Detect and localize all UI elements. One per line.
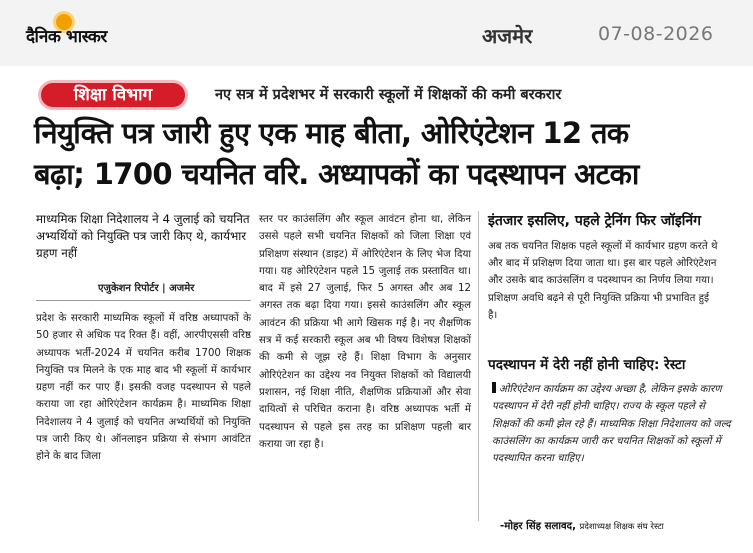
byline: एजुकेशन रिपोर्टर | अजमेर	[98, 283, 195, 294]
headline-line-1: नियुक्ति पत्र जारी हुए एक माह बीता, ओरिएंटेशन 12 तक	[34, 116, 629, 150]
headline	[34, 113, 744, 195]
quote-text: ओरिएंटेशन कार्यक्रम का उद्देश्य अच्छा है, लेकिन इसके कारण पदस्थापन में देरी नहीं होनी चाहिए। राज्य के स्कूल पहले से शिक्षकों की कमी झेल रहे हैं। माध्यमिक शिक्षा निदेशालय को जल्द काउंसलिंग का कार्यक्रम जारी कर चयनित शिक्षकों को स्कूलों में पदस्थापित करना चाहिए।	[492, 384, 731, 465]
section-tag: शिक्षा विभाग	[38, 80, 188, 110]
quote-marker-icon	[492, 382, 496, 393]
attribution-role: प्रदेशाध्यक्ष शिक्षक संघ रेस्टा	[579, 522, 664, 532]
sidebar-heading-2: पदस्थापन में देरी नहीं होनी चाहिए: रेस्टा	[488, 357, 686, 373]
quote-block	[492, 381, 732, 467]
edition-city: अजमेर	[482, 24, 533, 48]
sidebar-paragraph: अब तक चयनित शिक्षक पहले स्कूलों में कार्यभार ग्रहण करते थे और बाद में प्रशिक्षण दिया जाता था। इस बार पहले ओरिएंटेशन और उसके बाद काउंसलिंग व पदस्थापन का निर्णय लिया गया। प्रशिक्षण अवधि बढ़ने से पूरी नियुक्ति प्रक्रिया भी प्रभावित हुई है।	[488, 241, 718, 321]
body-column-2: स्तर पर काउंसलिंग और स्कूल आवंटन होना था, लेकिन उससे पहले सभी चयनित शिक्षकों को जिला शिक्षा एवं प्रशिक्षण संस्थान (डाइट) में ओरिएंटेशन के लिए भेज दिया गया। यह ओरिएंटेशन पहले 15 जुलाई तक प्रस्तावित था। बाद में इसे 27 जुलाई, फिर 5 अगस्त और अब 12 अगस्त तक बढ़ा दिया गया। इससे काउंसलिंग और स्कूल आवंटन की प्रक्रिया भी आगे खिसक गई है। नए शैक्षणिक सत्र में कई सरकारी स्कूल अब भी विषय विशेषज्ञ शिक्षकों की कमी से जूझ रहे हैं। शिक्षा विभाग के अनुसार ओरिएंटेशन का उद्देश्य नव नियुक्त शिक्षकों को विद्यालयी प्रशासन, नई शिक्षा नीति, शैक्षणिक प्रक्रियाओं और सेवा दायित्वों से परिचित कराना है। वरिष्ठ अध्यापक भर्ती में पदस्थापन से पहले इस तरह का प्रशिक्षण पहली बार कराया जा रहा है।	[259, 214, 471, 450]
divider	[36, 300, 251, 301]
intro-summary: माध्यमिक शिक्षा निदेशालय ने 4 जुलाई को चयनित अभ्यर्थियों को नियुक्ति पत्र जारी किए थे, कार्यभार ग्रहण नहीं	[36, 212, 250, 260]
edition-date: 07-08-2026	[598, 23, 714, 45]
kicker-text: नए सत्र में प्रदेशभर में सरकारी स्कूलों में शिक्षकों की कमी बरकरार	[215, 87, 562, 103]
attribution-name: -मोहर सिंह सलावद,	[500, 521, 576, 532]
column-divider	[478, 211, 479, 521]
newspaper-logo: दैनिक भास्कर	[26, 27, 107, 47]
headline-line-2: बढ़ा; 1700 चयनित वरि. अध्यापकों का पदस्थापन अटका	[34, 157, 639, 191]
quote-attribution	[500, 518, 664, 532]
body-column-1: प्रदेश के सरकारी माध्यमिक स्कूलों में वरिष्ठ अध्यापकों के 50 हजार से अधिक पद रिक्त हैं। वहीं, आरपीएससी वरिष्ठ अध्यापक भर्ती-2024 में चयनित करीब 1700 शिक्षक नियुक्ति पत्र मिलने के एक माह बाद भी स्कूलों में कार्यभार ग्रहण नहीं कर पाए हैं। इसकी वजह पदस्थापन से पहले कराया जा रहा ओरिएंटेशन कार्यक्रम है। माध्यमिक शिक्षा निदेशालय ने 4 जुलाई को चयनित अभ्यर्थियों को नियुक्ति पत्र जारी किए थे। ऑनलाइन प्रक्रिया से संभाग आवंटित होने के बाद जिला	[36, 313, 251, 463]
sidebar-heading-1: इंतजार इसलिए, पहले ट्रेनिंग फिर जॉइनिंग	[488, 213, 702, 229]
